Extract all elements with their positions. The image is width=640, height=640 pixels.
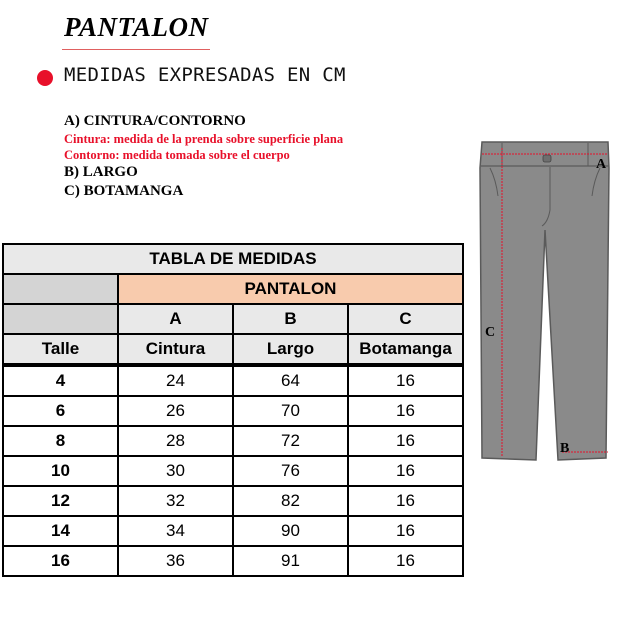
diagram-label-a: A (596, 157, 607, 172)
cell-largo: 70 (233, 396, 348, 426)
legend-a: A) CINTURA/CONTORNO (64, 113, 246, 129)
table-row (3, 516, 463, 546)
cell-largo: 91 (233, 546, 348, 576)
pants-silhouette (480, 142, 609, 460)
cell-talle: 8 (3, 426, 118, 456)
title-underline (62, 49, 210, 50)
table-row (3, 486, 463, 516)
legend-c: C) BOTAMANGA (64, 183, 184, 199)
size-table (2, 243, 464, 577)
cell-botamanga: 16 (348, 486, 463, 516)
page-title: PANTALON (64, 12, 209, 42)
table-letter-a: A (118, 304, 233, 334)
cell-talle: 6 (3, 396, 118, 426)
table-row (3, 456, 463, 486)
cell-botamanga: 16 (348, 426, 463, 456)
table-row (3, 546, 463, 576)
column-header-largo: Largo (233, 334, 348, 365)
table-letter-c: C (348, 304, 463, 334)
cell-cintura: 36 (118, 546, 233, 576)
cell-largo: 72 (233, 426, 348, 456)
cell-cintura: 24 (118, 365, 233, 396)
column-header-talle: Talle (3, 334, 118, 365)
cell-botamanga: 16 (348, 365, 463, 396)
subtitle: MEDIDAS EXPRESADAS EN CM (64, 64, 346, 86)
cell-talle: 12 (3, 486, 118, 516)
table-group-header: PANTALON (118, 274, 463, 304)
bullet-dot-icon (37, 70, 53, 86)
diagram-label-c: C (485, 325, 496, 340)
legend-b: B) LARGO (64, 164, 138, 180)
legend-cintura: Cintura: medida de la prenda sobre superficie plana (64, 132, 344, 146)
cell-largo: 76 (233, 456, 348, 486)
cell-cintura: 34 (118, 516, 233, 546)
cell-largo: 82 (233, 486, 348, 516)
table-row (3, 365, 463, 396)
cell-cintura: 30 (118, 456, 233, 486)
table-letter-b: B (233, 304, 348, 334)
button-icon (543, 155, 551, 162)
cell-talle: 10 (3, 456, 118, 486)
cell-cintura: 28 (118, 426, 233, 456)
cell-talle: 4 (3, 365, 118, 396)
table-row (3, 396, 463, 426)
cell-cintura: 32 (118, 486, 233, 516)
cell-botamanga: 16 (348, 396, 463, 426)
cell-cintura: 26 (118, 396, 233, 426)
table-title: TABLA DE MEDIDAS (3, 244, 463, 274)
table-row (3, 426, 463, 456)
cell-botamanga: 16 (348, 456, 463, 486)
cell-largo: 90 (233, 516, 348, 546)
pants-diagram (478, 140, 613, 464)
cell-talle: 14 (3, 516, 118, 546)
cell-botamanga: 16 (348, 516, 463, 546)
legend-contorno: Contorno: medida tomada sobre el cuerpo (64, 148, 290, 162)
cell-largo: 64 (233, 365, 348, 396)
cell-botamanga: 16 (348, 546, 463, 576)
table-corner-cell (3, 274, 118, 304)
measure-legend (64, 112, 343, 201)
cell-talle: 16 (3, 546, 118, 576)
diagram-label-b: B (560, 441, 570, 456)
column-header-botamanga: Botamanga (348, 334, 463, 365)
column-header-cintura: Cintura (118, 334, 233, 365)
table-corner-cell (3, 304, 118, 334)
